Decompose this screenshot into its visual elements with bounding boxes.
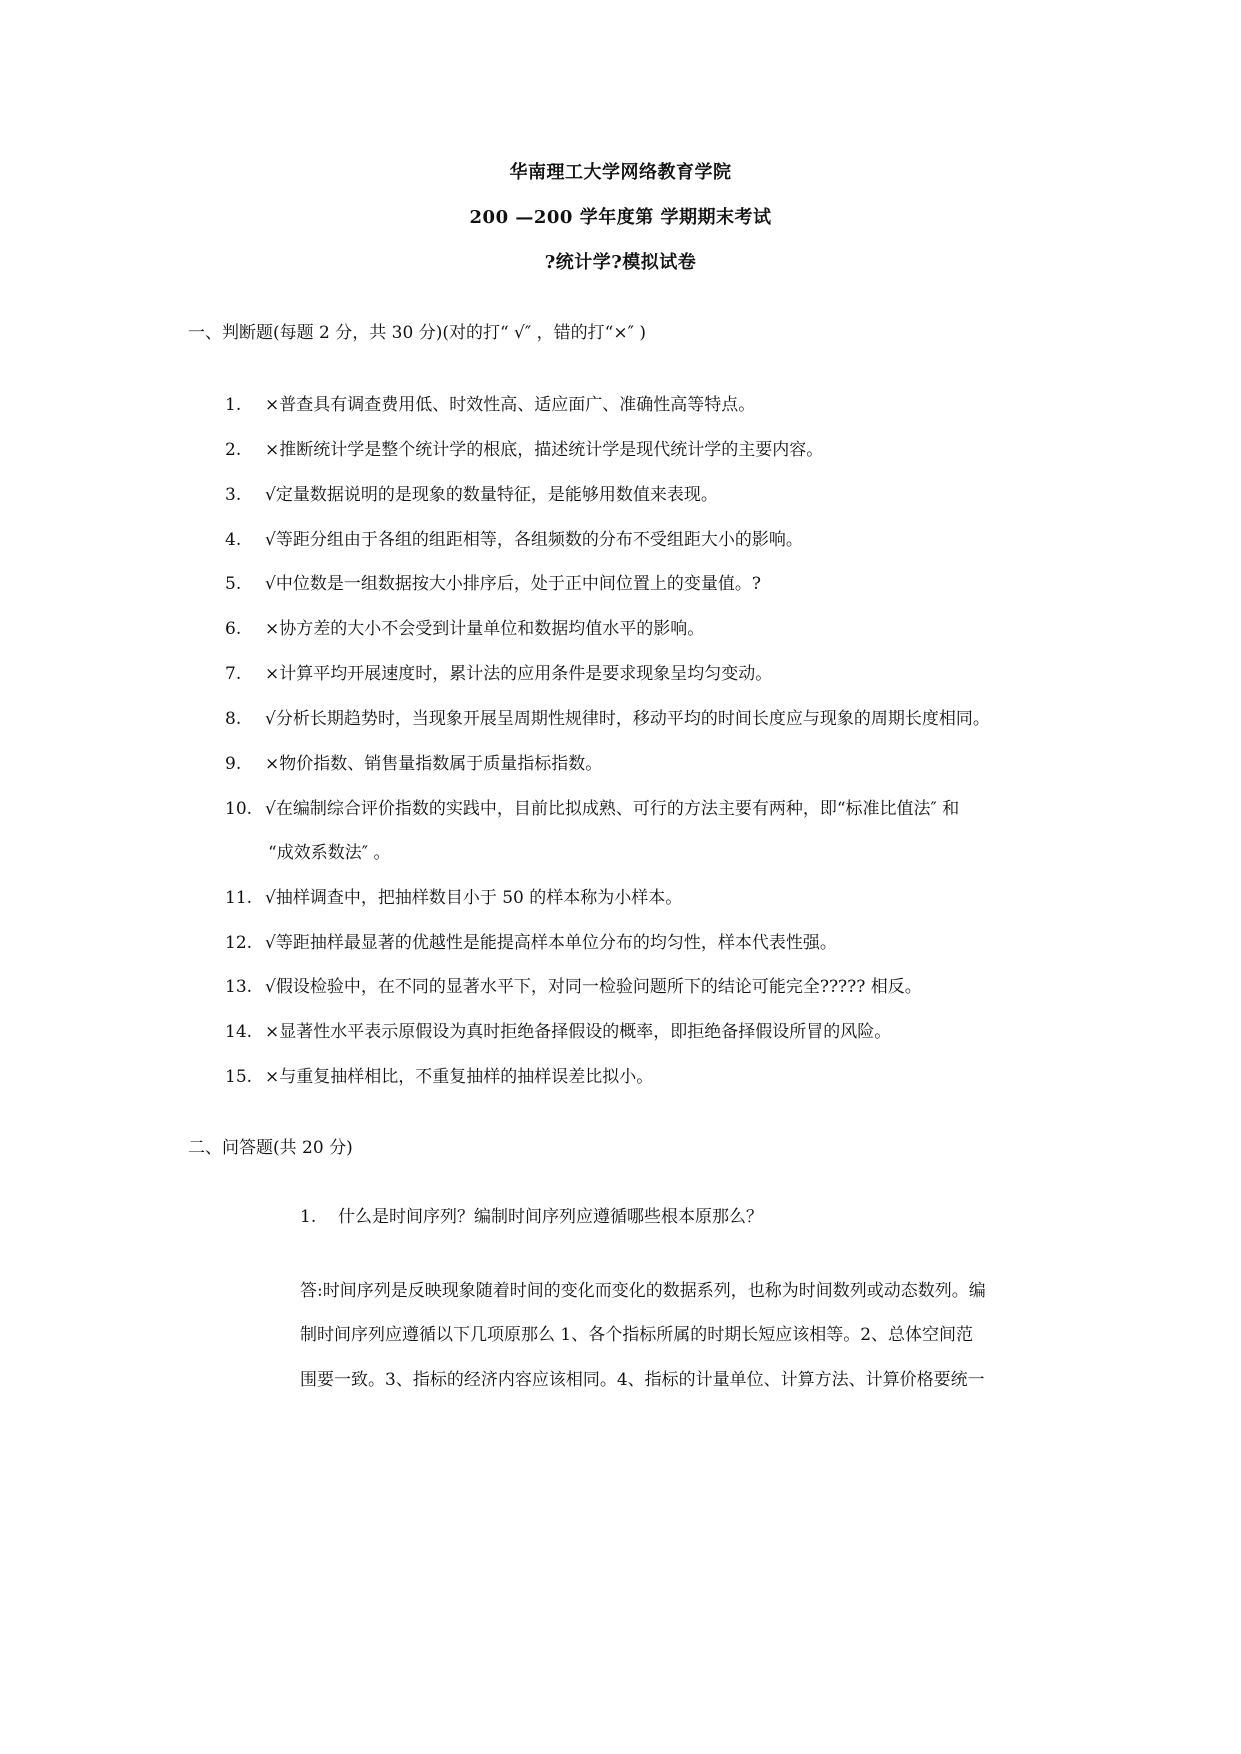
item-number: 14. (225, 1022, 253, 1042)
section1-heading: 一、判断题(每题 2 分，共 30 分)(对的打“ √″ ，错的打“×″ ) (188, 323, 646, 343)
answer-line: 制时间序列应遵循以下几项原那么 1、各个指标所属的时期长短应该相等。2、总体空间范 (300, 1325, 974, 1345)
item-text: √在编制综合评价指数的实践中，目前比拟成熟、可行的方法主要有两种，即“标准比值法″ 和 (265, 799, 960, 819)
list-item (225, 480, 718, 505)
item-text: √抽样调查中，把抽样数目小于 50 的样本称为小样本。 (265, 888, 683, 908)
list-item (225, 659, 772, 684)
list-item (225, 1017, 891, 1042)
item-text: ×物价指数、销售量指数属于质量指标指数。 (265, 754, 603, 774)
list-item (225, 749, 602, 774)
item-text: ×与重复抽样相比，不重复抽样的抽样误差比拟小。 (265, 1067, 654, 1087)
list-item (225, 390, 755, 415)
answer-line: 答:时间序列是反映现象随着时间的变化而变化的数据系列，也称为时间数列或动态数列。编 (300, 1281, 986, 1301)
exam-term-title: 200 —200 学年度第 学期期末考试 (469, 207, 772, 228)
item-text: √中位数是一组数据按大小排序后，处于正中间位置上的变量值。? (265, 574, 761, 594)
item-number: 2. (225, 440, 242, 460)
list-item (225, 883, 682, 908)
list-item (225, 614, 704, 639)
item-text: ×显著性水平表示原假设为真时拒绝备择假设的概率，即拒绝备择假设所冒的风险。 (265, 1022, 892, 1042)
section2-heading: 二、问答题(共 20 分) (188, 1138, 353, 1158)
item-text: ×普查具有调查费用低、时效性高、适应面广、准确性高等特点。 (265, 395, 756, 415)
list-item (225, 928, 837, 953)
list-item (225, 704, 990, 729)
list-item (225, 569, 761, 594)
item-number: 1. (225, 395, 242, 415)
item-number: 11. (225, 888, 253, 908)
item-number: 12. (225, 933, 253, 953)
item-text: √定量数据说明的是现象的数量特征，是能够用数值来表现。 (265, 485, 718, 505)
list-item (225, 525, 803, 550)
answer-line: 围要一致。3、指标的经济内容应该相同。4、指标的计量单位、计算方法、计算价格要统一 (300, 1370, 985, 1390)
item-continuation: “成效系数法″ 。 (268, 843, 391, 863)
item-text: √等距分组由于各组的组距相等，各组频数的分布不受组距大小的影响。 (265, 530, 803, 550)
item-number: 4. (225, 530, 242, 550)
item-number: 7. (225, 664, 242, 684)
list-item (225, 1062, 653, 1087)
institution-title: 华南理工大学网络教育学院 (509, 162, 732, 183)
item-text: √假设检验中，在不同的显著水平下，对同一检验问题所下的结论可能完全????? 相反。 (265, 977, 922, 997)
item-number: 6. (225, 619, 242, 639)
item-text: ×计算平均开展速度时，累计法的应用条件是要求现象呈均匀变动。 (265, 664, 773, 684)
item-text: ×推断统计学是整个统计学的根底，描述统计学是现代统计学的主要内容。 (265, 440, 824, 460)
list-item (225, 972, 922, 997)
question-item (300, 1202, 763, 1227)
item-number: 9. (225, 754, 242, 774)
item-number: 10. (225, 799, 253, 819)
question-number: 1. (300, 1207, 317, 1227)
item-number: 15. (225, 1067, 253, 1087)
paper-title: ?统计学?模拟试卷 (544, 252, 697, 273)
item-number: 13. (225, 977, 253, 997)
item-text: √分析长期趋势时，当现象开展呈周期性规律时，移动平均的时间长度应与现象的周期长度相同。 (265, 709, 990, 729)
item-number: 5. (225, 574, 242, 594)
list-item (225, 794, 959, 819)
list-item (225, 435, 823, 460)
item-text: √等距抽样最显著的优越性是能提高样本单位分布的均匀性，样本代表性强。 (265, 933, 837, 953)
item-number: 8. (225, 709, 242, 729)
item-text: ×协方差的大小不会受到计量单位和数据均值水平的影响。 (265, 619, 705, 639)
question-text: 什么是时间序列？编制时间序列应遵循哪些根本原那么？ (338, 1207, 763, 1227)
item-number: 3. (225, 485, 242, 505)
